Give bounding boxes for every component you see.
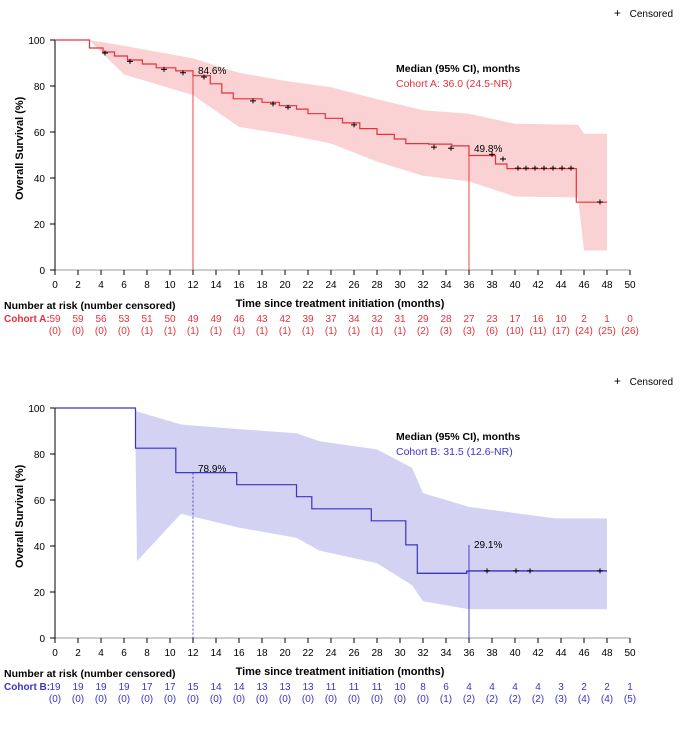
risk-censored: (0) [347,694,361,705]
risk-at-risk: 42 [279,314,291,325]
risk-at-risk: 4 [512,682,518,693]
km-plot-cohort-a [0,0,691,300]
svg-text:26: 26 [348,280,360,291]
median-title-b: Median (95% CI), months [396,431,521,443]
svg-text:100: 100 [28,36,45,47]
risk-censored: (0) [324,694,338,705]
risk-cells-a [48,314,639,342]
ci-band-a [55,40,607,251]
svg-text:26: 26 [348,648,360,659]
y-axis-ticks-a [28,36,55,277]
risk-at-risk: 59 [72,314,84,325]
svg-text:12: 12 [187,648,199,659]
risk-cell [615,682,645,706]
svg-text:18: 18 [256,648,268,659]
svg-text:28: 28 [371,280,383,291]
risk-censored: (0) [163,694,177,705]
svg-text:0: 0 [52,280,58,291]
x-axis-label-b: Time since treatment initiation (months) [235,666,445,678]
svg-text:40: 40 [33,174,45,185]
svg-text:4: 4 [98,280,104,291]
risk-at-risk: 32 [371,314,383,325]
svg-text:12: 12 [187,280,199,291]
svg-text:42: 42 [532,648,544,659]
svg-text:0: 0 [39,634,45,645]
risk-censored: (1) [324,326,338,337]
risk-at-risk: 23 [486,314,498,325]
risk-censored: (1) [209,326,223,337]
risk-at-risk: 19 [72,682,84,693]
risk-censored: (24) [575,326,593,337]
svg-text:50: 50 [624,280,636,291]
svg-text:44: 44 [555,280,567,291]
risk-censored: (0) [71,694,85,705]
risk-censored: (0) [370,694,384,705]
svg-text:46: 46 [578,648,590,659]
risk-censored: (1) [232,326,246,337]
annotation-a-2: 49.8% [474,144,503,155]
svg-text:10: 10 [164,648,176,659]
risk-at-risk: 29 [417,314,429,325]
risk-at-risk: 11 [348,682,360,693]
median-value-a: Cohort A: 36.0 (24.5-NR) [396,78,513,90]
svg-text:32: 32 [417,648,429,659]
svg-text:8: 8 [144,280,150,291]
risk-censored: (1) [278,326,292,337]
x-axis-label-a: Time since treatment initiation (months) [235,298,445,310]
risk-cell [615,314,645,338]
risk-at-risk: 2 [581,682,587,693]
risk-censored: (3) [554,694,568,705]
risk-censored: (0) [232,694,246,705]
risk-at-risk: 8 [420,682,426,693]
svg-text:34: 34 [440,280,452,291]
svg-text:44: 44 [555,648,567,659]
y-axis-label-a: Overall Survival (%) [14,96,26,200]
svg-text:16: 16 [233,280,245,291]
risk-censored: (3) [439,326,453,337]
risk-at-risk: 31 [394,314,406,325]
svg-text:6: 6 [121,280,127,291]
risk-at-risk: 37 [325,314,337,325]
svg-text:28: 28 [371,648,383,659]
risk-at-risk: 3 [558,682,564,693]
risk-at-risk: 1 [604,314,610,325]
risk-at-risk: 2 [604,682,610,693]
risk-at-risk: 34 [348,314,360,325]
risk-censored: (0) [209,694,223,705]
risk-censored: (0) [301,694,315,705]
svg-text:48: 48 [601,648,613,659]
risk-censored: (0) [117,326,131,337]
svg-text:24: 24 [325,648,337,659]
median-value-b: Cohort B: 31.5 (12.6-NR) [396,446,513,458]
risk-at-risk: 4 [489,682,495,693]
risk-at-risk: 4 [466,682,472,693]
risk-at-risk: 50 [164,314,176,325]
risk-at-risk: 59 [49,314,61,325]
risk-censored: (3) [462,326,476,337]
risk-censored: (2) [462,694,476,705]
risk-censored: (0) [71,326,85,337]
censored-plus-icon-a: + [613,6,621,20]
svg-text:42: 42 [532,280,544,291]
risk-at-risk: 17 [509,314,521,325]
risk-censored: (0) [94,326,108,337]
risk-censored: (2) [416,326,430,337]
risk-at-risk: 10 [394,682,406,693]
risk-at-risk: 11 [371,682,383,693]
risk-censored: (1) [255,326,269,337]
risk-at-risk: 0 [627,314,633,325]
svg-text:80: 80 [33,450,45,461]
svg-text:48: 48 [601,280,613,291]
risk-at-risk: 1 [627,682,633,693]
risk-censored: (25) [598,326,616,337]
risk-censored: (2) [485,694,499,705]
median-summary-b [396,430,520,460]
svg-text:38: 38 [486,648,498,659]
risk-censored: (0) [255,694,269,705]
svg-text:100: 100 [28,404,45,415]
median-summary-a [396,62,520,92]
risk-at-risk: 14 [210,682,222,693]
svg-text:50: 50 [624,648,636,659]
svg-text:4: 4 [98,648,104,659]
svg-text:20: 20 [33,588,45,599]
risk-censored: (0) [117,694,131,705]
svg-text:38: 38 [486,280,498,291]
risk-at-risk: 28 [440,314,452,325]
risk-at-risk: 19 [118,682,130,693]
svg-text:18: 18 [256,280,268,291]
risk-at-risk: 53 [118,314,130,325]
risk-at-risk: 2 [581,314,587,325]
risk-at-risk: 14 [233,682,245,693]
risk-censored: (1) [186,326,200,337]
risk-censored: (0) [48,326,62,337]
km-plot-cohort-b [0,368,691,668]
risk-at-risk: 46 [233,314,245,325]
svg-text:20: 20 [279,648,291,659]
svg-text:0: 0 [39,266,45,277]
svg-text:36: 36 [463,280,475,291]
svg-text:24: 24 [325,280,337,291]
risk-censored: (1) [301,326,315,337]
svg-text:60: 60 [33,128,45,139]
svg-text:14: 14 [210,648,222,659]
svg-text:6: 6 [121,648,127,659]
risk-at-risk: 27 [463,314,475,325]
risk-at-risk: 56 [95,314,107,325]
risk-censored: (0) [278,694,292,705]
risk-at-risk: 43 [256,314,268,325]
svg-text:80: 80 [33,82,45,93]
risk-cells-b [48,682,637,710]
svg-text:30: 30 [394,280,406,291]
risk-at-risk: 39 [302,314,314,325]
median-title-a: Median (95% CI), months [396,63,521,75]
risk-censored: (0) [48,694,62,705]
risk-censored: (0) [140,694,154,705]
svg-text:2: 2 [75,648,81,659]
risk-censored: (2) [508,694,522,705]
risk-censored: (6) [485,326,499,337]
svg-text:14: 14 [210,280,222,291]
y-axis-ticks-b [28,404,55,645]
annotation-b-1: 78.9% [198,464,227,475]
risk-censored: (1) [393,326,407,337]
svg-text:40: 40 [33,542,45,553]
svg-text:16: 16 [233,648,245,659]
risk-censored: (0) [416,694,430,705]
annotation-b-2: 29.1% [474,540,503,551]
risk-censored: (1) [370,326,384,337]
risk-at-risk: 6 [443,682,449,693]
risk-censored: (17) [552,326,570,337]
censored-legend-label-b: Censored [629,377,673,388]
risk-title-b: Number at risk (number censored) [4,668,176,680]
risk-at-risk: 13 [256,682,268,693]
svg-text:32: 32 [417,280,429,291]
x-axis-ticks-a [52,270,636,291]
svg-text:30: 30 [394,648,406,659]
risk-at-risk: 49 [210,314,222,325]
svg-text:40: 40 [509,648,521,659]
svg-text:22: 22 [302,280,314,291]
annotation-a-1: 84.6% [198,66,227,77]
risk-censored: (0) [94,694,108,705]
panel-cohort-b [0,368,691,736]
censored-legend-label-a: Censored [629,9,673,20]
risk-at-risk: 13 [279,682,291,693]
risk-at-risk: 19 [49,682,61,693]
risk-at-risk: 16 [532,314,544,325]
risk-at-risk: 10 [555,314,567,325]
risk-at-risk: 15 [187,682,199,693]
svg-text:2: 2 [75,280,81,291]
risk-title-a: Number at risk (number censored) [4,300,176,312]
svg-text:34: 34 [440,648,452,659]
risk-at-risk: 13 [302,682,314,693]
risk-censored: (1) [439,694,453,705]
risk-censored: (4) [600,694,614,705]
risk-censored: (1) [140,326,154,337]
risk-label-b: Cohort B: [4,682,51,693]
risk-censored: (5) [623,694,637,705]
y-axis-label-b: Overall Survival (%) [14,464,26,568]
x-axis-ticks-b [52,638,636,659]
svg-text:22: 22 [302,648,314,659]
risk-censored: (1) [347,326,361,337]
risk-censored: (4) [577,694,591,705]
svg-text:0: 0 [52,648,58,659]
svg-text:10: 10 [164,280,176,291]
censored-legend-a [614,6,673,20]
risk-censored: (11) [529,326,547,337]
risk-at-risk: 51 [141,314,153,325]
svg-text:46: 46 [578,280,590,291]
risk-at-risk: 17 [164,682,176,693]
svg-text:40: 40 [509,280,521,291]
risk-censored: (0) [393,694,407,705]
svg-text:20: 20 [33,220,45,231]
risk-at-risk: 17 [141,682,153,693]
risk-censored: (0) [186,694,200,705]
svg-text:36: 36 [463,648,475,659]
risk-label-a: Cohort A: [4,314,50,325]
svg-text:60: 60 [33,496,45,507]
risk-censored: (26) [621,326,639,337]
svg-text:20: 20 [279,280,291,291]
svg-text:8: 8 [144,648,150,659]
risk-censored: (10) [506,326,524,337]
risk-at-risk: 11 [325,682,337,693]
risk-at-risk: 49 [187,314,199,325]
censored-plus-icon-b: + [613,374,621,388]
risk-at-risk: 19 [95,682,107,693]
risk-at-risk: 4 [535,682,541,693]
risk-censored: (1) [163,326,177,337]
risk-censored: (2) [531,694,545,705]
censored-legend-b [614,374,673,388]
